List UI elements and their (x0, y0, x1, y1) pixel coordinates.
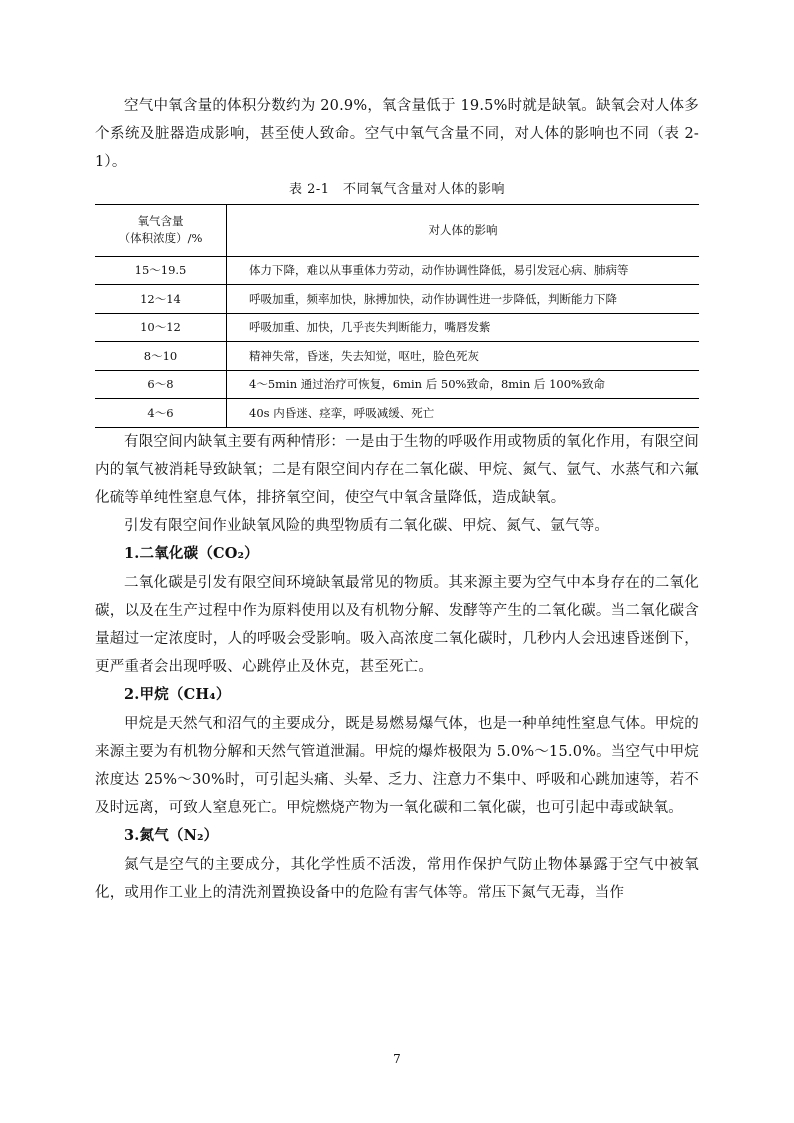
section-heading-co2: 1.二氧化碳（CO₂） (124, 545, 259, 563)
section-heading-n2: 3.氮气（N₂） (124, 827, 219, 845)
table-row (95, 313, 699, 342)
effect-cell: 精神失常，昏迷，失去知觉，呕吐，脸色死灰 (249, 348, 479, 363)
header-effect: 对人体的影响 (428, 223, 498, 238)
effect-cell: 呼吸加重，频率加快，脉搏加快，动作协调性进一步降低，判断能力下降 (249, 291, 617, 306)
table-row (95, 370, 699, 399)
page-content (95, 92, 699, 907)
section-text-n2: 氮气是空气的主要成分，其化学性质不活泼，常用作保护气防止物体暴露于空气中被氧化，或用作工业上的清洗剂置换设备中的危险有害气体等。常压下氮气无毒，当作 (95, 856, 699, 901)
oxygen-range-cell: 12～14 (95, 285, 227, 314)
header-oxygen-content-line2: （体积浓度）/% (118, 231, 203, 246)
header-oxygen-content-line1: 氧气含量 (137, 214, 184, 229)
header-oxygen-content (95, 204, 227, 256)
oxygen-range-cell: 6～8 (95, 370, 227, 399)
page-number: 7 (393, 1052, 401, 1066)
section-text-ch4: 甲烷是天然气和沼气的主要成分，既是易燃易爆气体，也是一种单纯性窒息气体。甲烷的来源主要为有机物分解和天然气管道泄漏。甲烷的爆炸极限为 5.0%～15.0%。当空气中甲烷浓度达 25%～30%时，可引起头痛、头晕、乏力、注意力不集中、呼吸和心跳加速等，若不及时远离，可致人窒息死亡。甲烷燃烧产物为一氧化碳和二氧化碳，也可引起中毒或缺氧。 (95, 715, 700, 817)
table-header-row (95, 204, 699, 256)
table-row (95, 256, 699, 285)
table-row (95, 399, 699, 428)
effect-cell: 4～5min 通过治疗可恢复，6min 后 50%致命，8min 后 100%致命 (249, 377, 605, 392)
oxygen-range-cell: 10～12 (95, 313, 227, 342)
oxygen-range-cell: 4～6 (95, 399, 227, 428)
oxygen-range-cell: 15～19.5 (95, 256, 227, 285)
table-row (95, 285, 699, 314)
table-row (95, 342, 699, 371)
effect-cell: 体力下降，难以从事重体力劳动，动作协调性降低，易引发冠心病、肺病等 (249, 263, 629, 278)
section-heading-ch4: 2.甲烷（CH₄） (124, 686, 231, 704)
intro-paragraph: 空气中氧含量的体积分数约为 20.9%，氧含量低于 19.5%时就是缺氧。缺氧会对人体多个系统及脏器造成影响，甚至使人致命。空气中氧气含量不同，对人体的影响也不同（表 2-1）。 (95, 98, 699, 171)
effect-cell: 呼吸加重、加快，几乎丧失判断能力，嘴唇发紫 (249, 320, 491, 335)
oxygen-effects-table (95, 204, 699, 428)
section-text-co2: 二氧化碳是引发有限空间环境缺氧最常见的物质。其来源主要为空气中本身存在的二氧化碳，以及在生产过程中作为原料使用以及有机物分解、发酵等产生的二氧化碳。当二氧化碳含量超过一定浓度时，人的呼吸会受影响。吸入高浓度二氧化碳时，几秒内人会迅速昏迷倒下，更严重者会出现呼吸、心跳停止及休克，甚至死亡。 (95, 574, 699, 676)
typical-substances-paragraph: 引发有限空间作业缺氧风险的典型物质有二氧化碳、甲烷、氮气、氩气等。 (124, 518, 610, 535)
effect-cell: 40s 内昏迷、痉挛，呼吸减缓、死亡 (249, 405, 435, 420)
oxygen-range-cell: 8～10 (95, 342, 227, 371)
table-caption: 表 2-1 不同氧气含量对人体的影响 (288, 181, 506, 197)
hypoxia-forms-paragraph: 有限空间内缺氧主要有两种情形：一是由于生物的呼吸作用或物质的氧化作用，有限空间内的氧气被消耗导致缺氧；二是有限空间内存在二氧化碳、甲烷、氮气、氩气、水蒸气和六氟化硫等单纯性窒息气体，排挤氧空间，使空气中氧含量降低，造成缺氧。 (95, 433, 699, 507)
